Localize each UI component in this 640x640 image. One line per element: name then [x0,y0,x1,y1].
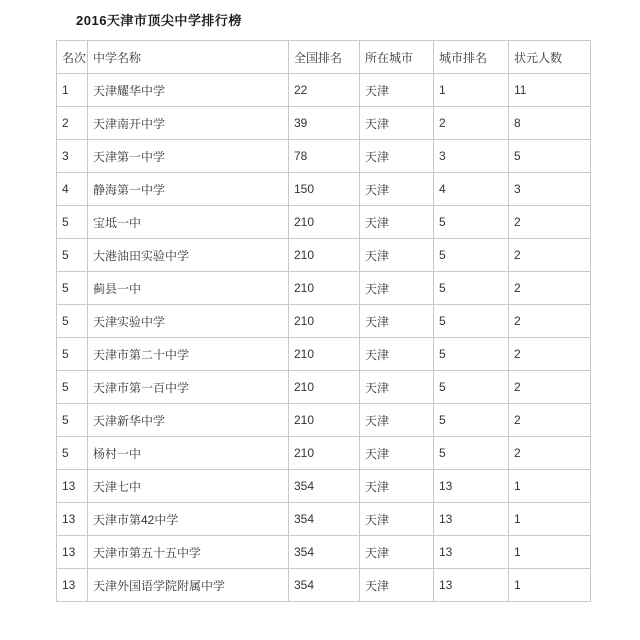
table-header-row [57,41,591,74]
table-cell: 5 [57,404,88,437]
table-cell: 宝坻一中 [88,206,289,239]
table-row [57,173,591,206]
table-cell: 2 [509,437,591,470]
table-row [57,272,591,305]
table-cell: 天津 [360,470,434,503]
table-cell: 210 [289,338,360,371]
table-cell: 大港油田实验中学 [88,239,289,272]
table-cell: 4 [434,173,509,206]
table-cell: 1 [434,74,509,107]
table-cell: 4 [57,173,88,206]
table-cell: 210 [289,239,360,272]
table-cell: 蓟县一中 [88,272,289,305]
table-cell: 2 [57,107,88,140]
table-cell: 天津 [360,536,434,569]
table-cell: 天津 [360,371,434,404]
table-cell: 5 [57,206,88,239]
table-cell: 13 [57,569,88,602]
table-cell: 天津 [360,437,434,470]
column-header: 全国排名 [289,41,360,74]
table-cell: 5 [434,437,509,470]
table-cell: 13 [434,569,509,602]
table-cell: 5 [434,404,509,437]
table-row [57,371,591,404]
table-cell: 天津 [360,338,434,371]
table-cell: 3 [434,140,509,173]
table-cell: 354 [289,569,360,602]
table-cell: 1 [57,74,88,107]
table-cell: 天津 [360,239,434,272]
table-cell: 天津 [360,107,434,140]
table-cell: 2 [509,305,591,338]
table-cell: 天津耀华中学 [88,74,289,107]
table-cell: 3 [57,140,88,173]
table-row [57,536,591,569]
table-cell: 1 [509,536,591,569]
table-cell: 210 [289,371,360,404]
table-cell: 13 [57,503,88,536]
table-cell: 天津市第42中学 [88,503,289,536]
table-cell: 1 [509,503,591,536]
table-cell: 2 [509,371,591,404]
table-cell: 天津 [360,305,434,338]
table-cell: 210 [289,206,360,239]
table-cell: 5 [57,437,88,470]
table-cell: 1 [509,470,591,503]
table-row [57,206,591,239]
table-row [57,338,591,371]
table-row [57,305,591,338]
table-cell: 13 [57,470,88,503]
table-cell: 5 [57,305,88,338]
table-cell: 天津南开中学 [88,107,289,140]
table-cell: 78 [289,140,360,173]
table-header [57,41,591,74]
table-cell: 5 [57,371,88,404]
table-row [57,239,591,272]
table-row [57,569,591,602]
table-cell: 5 [57,239,88,272]
table-cell: 天津 [360,140,434,173]
table-row [57,107,591,140]
table-cell: 5 [434,239,509,272]
column-header: 中学名称 [88,41,289,74]
table-cell: 2 [509,404,591,437]
table-cell: 210 [289,305,360,338]
table-cell: 天津 [360,206,434,239]
table-cell: 天津 [360,503,434,536]
column-header: 城市排名 [434,41,509,74]
table-cell: 天津实验中学 [88,305,289,338]
table-row [57,470,591,503]
column-header: 名次 [57,41,88,74]
table-cell: 2 [509,239,591,272]
table-body [57,74,591,602]
table-row [57,503,591,536]
ranking-table [56,40,591,602]
column-header: 状元人数 [509,41,591,74]
page-title: 2016天津市顶尖中学排行榜 [76,13,242,28]
table-cell: 天津 [360,569,434,602]
table-cell: 8 [509,107,591,140]
column-header: 所在城市 [360,41,434,74]
table-cell: 静海第一中学 [88,173,289,206]
table-cell: 5 [57,338,88,371]
table-cell: 5 [434,371,509,404]
table-cell: 天津七中 [88,470,289,503]
table-row [57,140,591,173]
table-cell: 5 [434,338,509,371]
table-cell: 354 [289,503,360,536]
table-cell: 天津 [360,74,434,107]
table-cell: 354 [289,536,360,569]
table-cell: 39 [289,107,360,140]
table-cell: 150 [289,173,360,206]
table-cell: 210 [289,404,360,437]
table-cell: 354 [289,470,360,503]
table-cell: 5 [57,272,88,305]
table-cell: 5 [434,206,509,239]
table-row [57,74,591,107]
table-cell: 天津市第一百中学 [88,371,289,404]
table-cell: 天津市第五十五中学 [88,536,289,569]
table-cell: 13 [434,470,509,503]
table-cell: 3 [509,173,591,206]
table-cell: 2 [509,338,591,371]
table-cell: 22 [289,74,360,107]
table-cell: 11 [509,74,591,107]
table-cell: 2 [509,206,591,239]
table-row [57,437,591,470]
table-cell: 天津 [360,272,434,305]
table-cell: 天津 [360,173,434,206]
table-cell: 天津外国语学院附属中学 [88,569,289,602]
table-cell: 210 [289,272,360,305]
table-cell: 2 [509,272,591,305]
table-cell: 5 [434,272,509,305]
table-row [57,404,591,437]
table-cell: 天津 [360,404,434,437]
table-cell: 2 [434,107,509,140]
table-cell: 5 [509,140,591,173]
table-cell: 210 [289,437,360,470]
table-cell: 杨村一中 [88,437,289,470]
table-cell: 13 [434,503,509,536]
table-cell: 天津新华中学 [88,404,289,437]
table-cell: 13 [57,536,88,569]
table-cell: 天津市第二十中学 [88,338,289,371]
table-cell: 5 [434,305,509,338]
table-cell: 天津第一中学 [88,140,289,173]
table-cell: 13 [434,536,509,569]
table-cell: 1 [509,569,591,602]
